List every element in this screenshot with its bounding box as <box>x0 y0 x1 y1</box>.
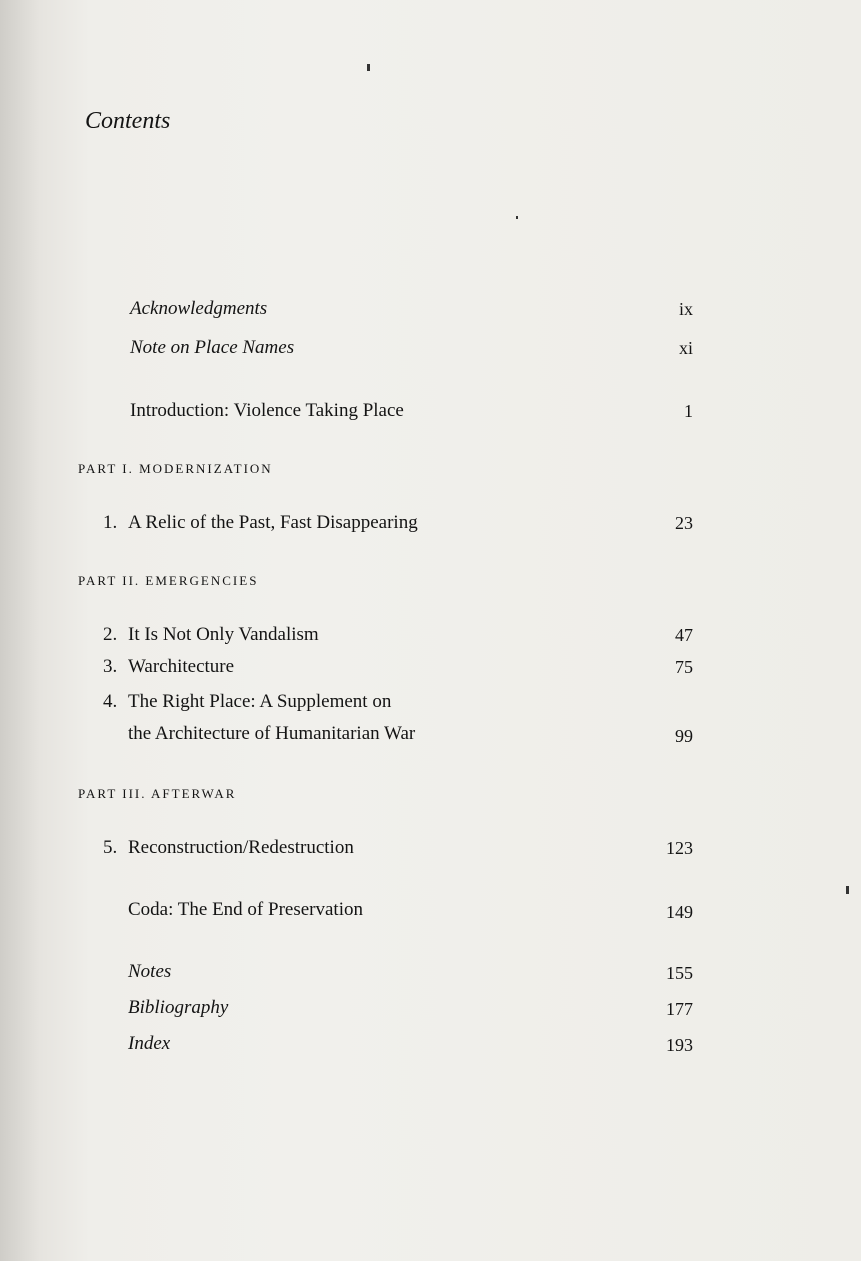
bleed-through-text <box>60 160 840 183</box>
toc-chapter-number: 5. <box>103 837 118 858</box>
toc-page-number: ix <box>678 299 693 319</box>
toc-acknowledgments[interactable]: Acknowledgments <box>130 298 268 319</box>
toc-page-number: 123 <box>666 838 693 858</box>
toc-page-number: 23 <box>675 513 693 533</box>
toc-chapter-4-continued[interactable]: the Architecture of Humanitarian War <box>128 723 416 744</box>
toc-notes[interactable]: Notes <box>128 961 172 982</box>
toc-page-number: 177 <box>666 999 693 1019</box>
print-mark <box>516 216 518 219</box>
toc-page-number: 99 <box>675 726 693 746</box>
print-mark <box>846 886 849 894</box>
toc-page-number: 75 <box>675 657 693 677</box>
toc-chapter-3[interactable]: Warchitecture <box>128 656 235 677</box>
toc-chapter-number: 4. <box>103 691 118 712</box>
toc-chapter-5[interactable]: Reconstruction/Redestruction <box>128 837 354 858</box>
toc-page-number: 47 <box>675 625 693 645</box>
part-heading: PART III. AFTERWAR <box>78 786 237 801</box>
toc-page-number: 1 <box>684 401 693 421</box>
toc-chapter-4[interactable]: The Right Place: A Supplement on <box>128 691 392 712</box>
toc-page-number: 155 <box>666 963 693 983</box>
page-title: Contents <box>85 108 171 134</box>
toc-chapter-1[interactable]: A Relic of the Past, Fast Disappearing <box>128 512 418 533</box>
part-heading: PART I. MODERNIZATION <box>78 461 273 476</box>
toc-chapter-number: 1. <box>103 512 118 533</box>
toc-page-number: 193 <box>666 1035 693 1055</box>
toc-coda[interactable]: Coda: The End of Preservation <box>128 899 363 920</box>
toc-bibliography[interactable]: Bibliography <box>128 997 229 1018</box>
toc-page-number: 149 <box>666 902 693 922</box>
toc-chapter-number: 3. <box>103 656 118 677</box>
toc-page-number: xi <box>678 338 693 358</box>
toc-chapter-number: 2. <box>103 624 118 645</box>
toc-note-on-place-names[interactable]: Note on Place Names <box>130 337 295 358</box>
toc-index[interactable]: Index <box>128 1033 171 1054</box>
toc-chapter-2[interactable]: It Is Not Only Vandalism <box>128 624 319 645</box>
toc-introduction[interactable]: Introduction: Violence Taking Place <box>130 400 404 421</box>
part-heading: PART II. EMERGENCIES <box>78 573 259 588</box>
print-mark <box>367 64 370 71</box>
